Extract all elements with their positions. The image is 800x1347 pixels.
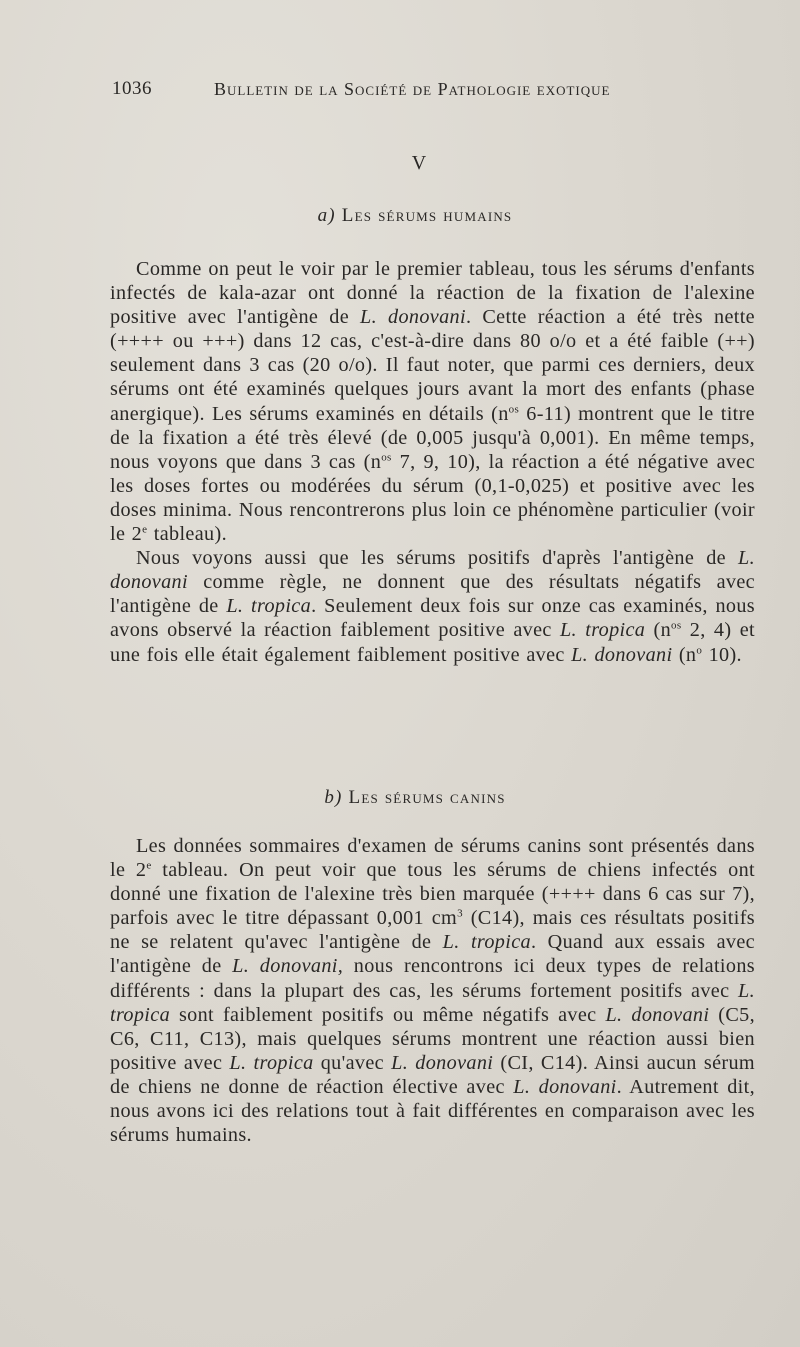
superscript: os <box>381 451 392 464</box>
paragraph: Comme on peut le voir par le premier tableau, tous les sérums d'enfants infectés de kala-azar ont donné la réaction de la fixation de l'alexine positive avec l'antigène de L. donovani. Cette réaction a été très nette (++++ ou +++) dans 12 cas, c'est-à-dire dans 80 o/o et a été faible (++) seulement dans 3 cas (20 o/o). Il faut noter, que parmi ces derniers, deux sérums ont été examinés quelques jours avant la mort des enfants (phase anergique). Les sérums examinés en détails ($n^{os}$ 6-11) montrent que le titre de la fixation a été très élevé (de 0,005 jusqu'à 0,001). En même temps, nous voyons que dans 3 cas ($n^{os}$ 7, 9, 10), la réaction a été négative avec les doses fortes ou modérées du sérum (0,1-0,025) et positive avec les doses minima. Nous rencontrerons plus loin ce phénomène particulier (voir le 2e tableau). <box>110 258 756 546</box>
italic-run: L. donovani <box>110 547 755 594</box>
superscript: os <box>508 402 520 415</box>
section-numeral: V <box>411 152 427 174</box>
subsection-b-body <box>110 834 755 1147</box>
italic-run: L. tropica <box>559 619 646 642</box>
italic-run: L. tropica <box>110 979 755 1026</box>
italic-run: L. donovani <box>360 306 466 329</box>
italic-run: L. donovani, <box>232 955 344 978</box>
paragraph: Nous voyons aussi que les sérums positifs d'après l'antigène de L. donovani comme règle, ne donnent que des résultats négatifs avec l'antigène de L. tropica. Seulement deux fois sur onze cas examinés, nous avons observé la réaction faiblement positive avec L. tropica ($n^{os}$ 2, 4) et une fois elle était également faiblement positive avec L. donovani ($n^o$ 10). <box>110 547 755 666</box>
italic-run: L. donovani <box>391 1051 494 1074</box>
superscript: e <box>142 523 148 536</box>
paragraph: Les données sommaires d'examen de sérums canins sont présentés dans le 2e tableau. On peut voir que tous les sérums de chiens infectés ont donné une fixation de l'alexine très bien marquée (++++ dans 6 cas sur 7), parfois avec le titre dépassant 0,001 $cm^3$ (C14), mais ces résultats positifs ne se relatent qu'avec l'antigène de L. tropica. Quand aux essais avec l'antigène de L. donovani, nous rencontrons ici deux types de relations différents : dans la plupart des cas, les sérums fortement positifs avec L. tropica sont faiblement positifs ou même négatifs avec L. donovani (C5, C6, C11, C13), mais quelques sérums montrent une réaction aussi bien positive avec L. tropica qu'avec L. donovani (CI, C14). Ainsi aucun sérum de chiens ne donne de réaction élective avec L. donovani. Autrement dit, nous avons ici des relations tout à fait différentes en comparaison avec les sérums humains. <box>110 835 755 1147</box>
superscript: os <box>671 619 682 632</box>
subsection-a-title: Les sérums humains <box>341 205 513 226</box>
journal-title: Bulletin de la Société de Pathologie exotique <box>214 79 611 99</box>
italic-run: L. donovani <box>605 1003 710 1026</box>
italic-run: L. tropica <box>226 595 312 618</box>
superscript: e <box>146 859 152 872</box>
italic-run: L. tropica <box>442 931 531 954</box>
subsection-b-heading <box>0 787 800 809</box>
subsection-b-letter: b) <box>324 787 343 808</box>
subsection-b-title: Les sérums canins <box>348 787 506 808</box>
subsection-a-body <box>110 257 755 667</box>
page-number: 1036 <box>112 78 152 99</box>
italic-run: L. donovani <box>513 1075 617 1098</box>
running-head <box>112 78 672 104</box>
superscript: 3 <box>457 907 463 920</box>
subsection-a-letter: a) <box>317 205 336 226</box>
italic-run: L. tropica <box>229 1051 314 1074</box>
superscript: o <box>696 643 703 656</box>
subsection-a-heading <box>0 205 800 227</box>
italic-run: L. donovani <box>571 643 673 666</box>
